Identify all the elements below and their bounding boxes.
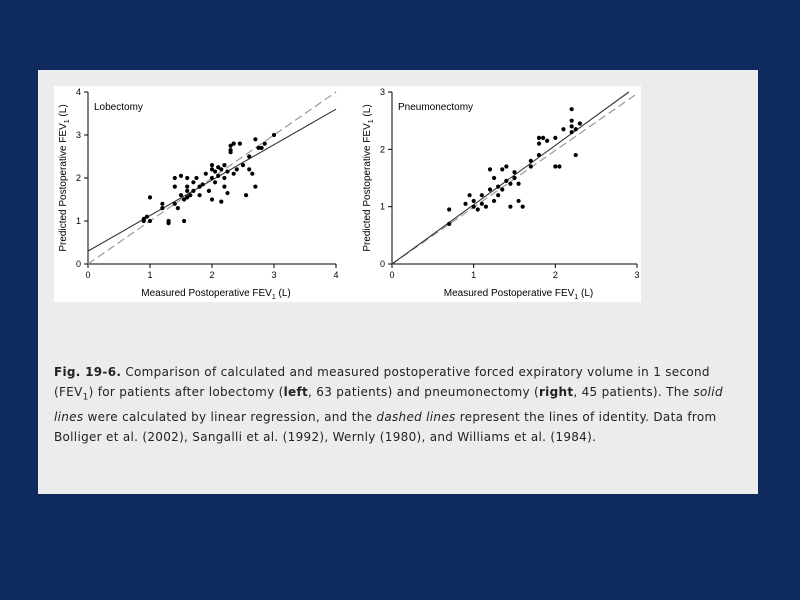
data-point bbox=[500, 187, 504, 191]
caption-text-6: represent the lines of identity. Data from Bolliger et al. (2002), Sangalli et al. (1992), Wernly (1980), and Williams et al. (1984). bbox=[54, 410, 717, 445]
data-point bbox=[480, 193, 484, 197]
y-axis-label-unit: (L) bbox=[362, 104, 373, 120]
data-point bbox=[185, 189, 189, 193]
data-point bbox=[167, 219, 171, 223]
data-point bbox=[235, 167, 239, 171]
y-axis-label-sub: 1 bbox=[368, 119, 375, 124]
y-axis-label-main: Predicted Postoperative FEV bbox=[58, 123, 69, 252]
data-point bbox=[247, 167, 251, 171]
data-point bbox=[260, 146, 264, 150]
data-point bbox=[219, 167, 223, 171]
data-point bbox=[148, 219, 152, 223]
data-point bbox=[570, 119, 574, 123]
data-point bbox=[191, 189, 195, 193]
chart-title: Lobectomy bbox=[94, 102, 143, 113]
chart-title: Pneumonectomy bbox=[398, 102, 474, 113]
data-point bbox=[570, 124, 574, 128]
data-point bbox=[263, 142, 267, 146]
y-tick-label: 0 bbox=[379, 259, 385, 269]
y-axis-label-unit: (L) bbox=[58, 104, 69, 120]
data-point bbox=[198, 193, 202, 197]
x-axis-label bbox=[141, 288, 291, 301]
data-point bbox=[553, 136, 557, 140]
caption-solid-lines: solid lines bbox=[54, 385, 723, 425]
data-point bbox=[244, 193, 248, 197]
x-tick-label: 1 bbox=[471, 270, 477, 280]
data-point bbox=[201, 182, 205, 186]
x-axis-label-unit: (L) bbox=[275, 288, 291, 299]
data-point bbox=[496, 185, 500, 189]
data-point bbox=[488, 187, 492, 191]
y-axis-label bbox=[362, 104, 375, 251]
data-point bbox=[561, 127, 565, 131]
data-point bbox=[207, 189, 211, 193]
caption-left: left bbox=[283, 385, 309, 399]
data-point bbox=[570, 107, 574, 111]
x-axis-label-main: Measured Postoperative FEV bbox=[141, 288, 272, 299]
data-point bbox=[529, 164, 533, 168]
data-point bbox=[447, 222, 451, 226]
pneumonectomy-chart bbox=[354, 86, 641, 302]
caption-text-5: were calculated by linear regression, and the bbox=[83, 410, 377, 425]
y-tick-label: 2 bbox=[379, 144, 385, 155]
caption-text-1: Comparison of calculated and measured postoperative forced expiratory volume in 1 second (FEV bbox=[54, 365, 710, 399]
data-point bbox=[553, 164, 557, 168]
data-point bbox=[516, 182, 520, 186]
caption-text-2: ) for patients after lobectomy ( bbox=[88, 385, 284, 399]
y-axis-label-sub: 1 bbox=[64, 119, 71, 124]
y-tick-label: 3 bbox=[379, 87, 385, 97]
data-point bbox=[179, 174, 183, 178]
data-point bbox=[222, 185, 226, 189]
x-tick-label: 1 bbox=[147, 270, 153, 280]
caption-right: right bbox=[538, 385, 574, 399]
data-point bbox=[145, 215, 149, 219]
data-point bbox=[188, 193, 192, 197]
y-tick-label: 4 bbox=[75, 87, 81, 97]
x-tick-label: 2 bbox=[209, 270, 215, 280]
x-tick-label: 0 bbox=[85, 270, 91, 280]
data-point bbox=[148, 195, 152, 199]
regression-line bbox=[88, 109, 336, 251]
x-axis-label-sub: 1 bbox=[271, 294, 276, 301]
data-point bbox=[529, 159, 533, 163]
data-point bbox=[508, 205, 512, 209]
data-point bbox=[447, 207, 451, 211]
data-point bbox=[472, 205, 476, 209]
data-point bbox=[250, 172, 254, 176]
data-point bbox=[570, 130, 574, 134]
data-point bbox=[492, 199, 496, 203]
caption-fig-label: Fig. 19-6. bbox=[54, 365, 122, 379]
content-panel bbox=[38, 70, 758, 494]
figure-caption bbox=[54, 362, 744, 447]
y-tick-label: 2 bbox=[75, 173, 81, 183]
data-point bbox=[508, 182, 512, 186]
data-point bbox=[210, 197, 214, 201]
data-point bbox=[194, 176, 198, 180]
data-point bbox=[512, 176, 516, 180]
x-tick-label: 4 bbox=[333, 270, 339, 280]
caption-dashed-lines: dashed lines bbox=[376, 410, 456, 425]
data-point bbox=[488, 167, 492, 171]
data-point bbox=[160, 202, 164, 206]
data-point bbox=[557, 164, 561, 168]
y-tick-label: 3 bbox=[75, 130, 81, 140]
data-point bbox=[496, 193, 500, 197]
y-tick-label: 0 bbox=[75, 259, 81, 269]
data-point bbox=[160, 206, 164, 210]
data-point bbox=[173, 202, 177, 206]
data-point bbox=[173, 185, 177, 189]
data-point bbox=[241, 163, 245, 167]
data-point bbox=[247, 154, 251, 158]
y-axis-label bbox=[58, 104, 71, 251]
lobectomy-chart bbox=[54, 86, 344, 302]
data-point bbox=[537, 142, 541, 146]
caption-sub: 1 bbox=[82, 392, 89, 403]
data-point bbox=[500, 167, 504, 171]
data-point bbox=[467, 193, 471, 197]
data-point bbox=[463, 202, 467, 206]
data-point bbox=[191, 180, 195, 184]
data-point bbox=[219, 200, 223, 204]
data-point bbox=[182, 219, 186, 223]
data-point bbox=[545, 139, 549, 143]
x-tick-label: 2 bbox=[552, 270, 558, 280]
data-point bbox=[472, 199, 476, 203]
regression-line bbox=[392, 92, 629, 264]
data-point bbox=[272, 133, 276, 137]
data-point bbox=[521, 205, 525, 209]
data-point bbox=[574, 153, 578, 157]
data-point bbox=[176, 206, 180, 210]
data-point bbox=[238, 142, 242, 146]
data-point bbox=[537, 136, 541, 140]
x-axis-label bbox=[444, 288, 594, 301]
figure bbox=[54, 86, 641, 302]
data-point bbox=[232, 172, 236, 176]
data-point bbox=[504, 179, 508, 183]
data-point bbox=[516, 199, 520, 203]
x-axis-label-unit: (L) bbox=[578, 288, 594, 299]
data-point bbox=[253, 185, 257, 189]
data-point bbox=[225, 169, 229, 173]
data-point bbox=[541, 136, 545, 140]
caption-text-4: , 45 patients). The bbox=[573, 385, 694, 399]
data-point bbox=[210, 176, 214, 180]
data-point bbox=[210, 167, 214, 171]
data-point bbox=[173, 176, 177, 180]
data-point bbox=[179, 193, 183, 197]
data-point bbox=[253, 137, 257, 141]
data-point bbox=[229, 148, 233, 152]
x-tick-label: 0 bbox=[389, 270, 395, 280]
data-point bbox=[185, 176, 189, 180]
x-axis-label-sub: 1 bbox=[574, 294, 579, 301]
data-point bbox=[204, 172, 208, 176]
data-point bbox=[216, 174, 220, 178]
y-tick-label: 1 bbox=[75, 216, 81, 226]
caption-text-3: , 63 patients) and pneumonectomy ( bbox=[308, 385, 539, 399]
data-point bbox=[222, 176, 226, 180]
x-tick-label: 3 bbox=[271, 270, 277, 280]
data-point bbox=[512, 170, 516, 174]
data-point bbox=[537, 153, 541, 157]
data-point bbox=[222, 163, 226, 167]
data-point bbox=[574, 127, 578, 131]
data-point bbox=[492, 176, 496, 180]
data-point bbox=[213, 180, 217, 184]
data-point bbox=[210, 163, 214, 167]
data-point bbox=[484, 205, 488, 209]
data-point bbox=[504, 164, 508, 168]
data-point bbox=[225, 191, 229, 195]
data-point bbox=[185, 185, 189, 189]
data-point bbox=[480, 202, 484, 206]
y-axis-label-main: Predicted Postoperative FEV bbox=[362, 123, 373, 252]
x-tick-label: 3 bbox=[634, 270, 640, 280]
data-point bbox=[476, 207, 480, 211]
y-tick-label: 1 bbox=[379, 201, 385, 212]
data-point bbox=[578, 121, 582, 125]
x-axis-label-main: Measured Postoperative FEV bbox=[443, 288, 575, 299]
data-point bbox=[232, 142, 236, 146]
